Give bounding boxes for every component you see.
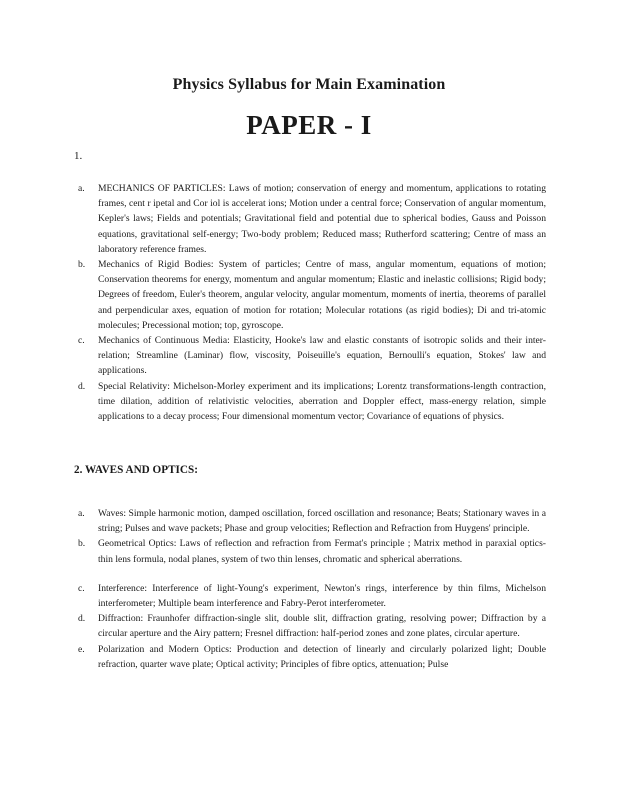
item-marker: a. [78, 183, 85, 194]
list-item [74, 181, 546, 257]
item-text: Diffraction: Fraunhofer diffraction-single slit, double slit, diffraction grating, resolving power; Diffraction by a circular aperture and the Airy pattern; Fresnel diffraction: half-period zones and zone plates, circular aperture. [98, 613, 546, 640]
item-text: Waves: Simple harmonic motion, damped oscillation, forced oscillation and resonance; Beats; Stationary waves in a string; Pulses and wave packets; Phase and group velocities; Reflection and Refraction from Huygens' principle. [98, 508, 546, 535]
section-1-number: 1. [74, 150, 83, 162]
item-marker: d. [78, 380, 86, 392]
list-item [74, 506, 546, 536]
item-marker: e. [78, 643, 85, 655]
list-item [74, 379, 546, 425]
list-item [74, 642, 546, 672]
item-marker: b. [78, 538, 86, 550]
section-1-list [74, 181, 546, 424]
item-text: Geometrical Optics: Laws of reflection and refraction from Fermat's principle ; Matrix method in paraxial optics-thin lens formula, nodal planes, system of two thin lenses, chromatic and spherical aberrations. [98, 538, 546, 565]
document-title: Physics Syllabus for Main Examination [172, 76, 446, 93]
list-item [74, 536, 546, 566]
list-item [74, 257, 546, 333]
item-text: MECHANICS OF PARTICLES: Laws of motion; conservation of energy and momentum, applications to rotating frames, cent r ipetal and Cor iol is accelerat ions; Motion under a central force; Conservation of angular momentum, Kepler's laws; Fields and potentials; Gravitational field and potential due to spherical bodies, Gauss and Poisson equations, gravitational self-energy; Two-body problem; Reduced mass; Rutherford scattering; Centre of mass an laboratory reference frames. [98, 183, 546, 255]
item-text: Mechanics of Continuous Media: Elasticity, Hooke's law and elastic constants of isotropic solids and their inter-relation; Streamline (Laminar) flow, viscosity, Poiseuille's equation, Bernoulli's equation, Stokes' law and applications. [98, 335, 546, 377]
list-item [74, 333, 546, 379]
section-2-heading: 2. WAVES AND OPTICS: [74, 464, 198, 476]
item-marker: d. [78, 613, 86, 625]
list-item [74, 581, 546, 611]
list-item [74, 611, 546, 641]
item-text: Special Relativity: Michelson-Morley experiment and its implications; Lorentz transformations-length contraction, time dilation, addition of relativistic velocities, aberration and Doppler effect, mass-energy relation, simple applications to a decay process; Four dimensional momentum vector; Covariance of equations of physics. [98, 380, 546, 423]
item-marker: b. [78, 259, 86, 271]
section-2-list [74, 506, 546, 672]
item-text: Polarization and Modern Optics: Production and detection of linearly and circularly polarized light; Double refraction, quarter wave plate; Optical activity; Principles of fibre optics, attenuation; Pulse [98, 643, 546, 670]
item-marker: c. [78, 582, 85, 594]
item-marker: a. [78, 508, 85, 519]
item-text: Interference: Interference of light-Young's experiment, Newton's rings, interference by thin films, Michelson interferometer; Multiple beam interference and Fabry-Perot interferometer. [98, 582, 546, 610]
item-marker: c. [78, 335, 85, 347]
paper-heading: PAPER - I [246, 110, 372, 140]
item-text: Mechanics of Rigid Bodies: System of particles; Centre of mass, angular momentum, equations of motion; Conservation theorems for energy, momentum and angular momentum; Elastic and inelastic collisions; Rigid body; Degrees of freedom, Euler's theorem, angular velocity, angular momentum, moments of inertia, theorems of parallel and perpendicular axes, equation of motion for rotation; Molecular rotations (as rigid bodies); Di and tri-atomic molecules; Precessional motion; top, gyroscope. [98, 259, 546, 331]
